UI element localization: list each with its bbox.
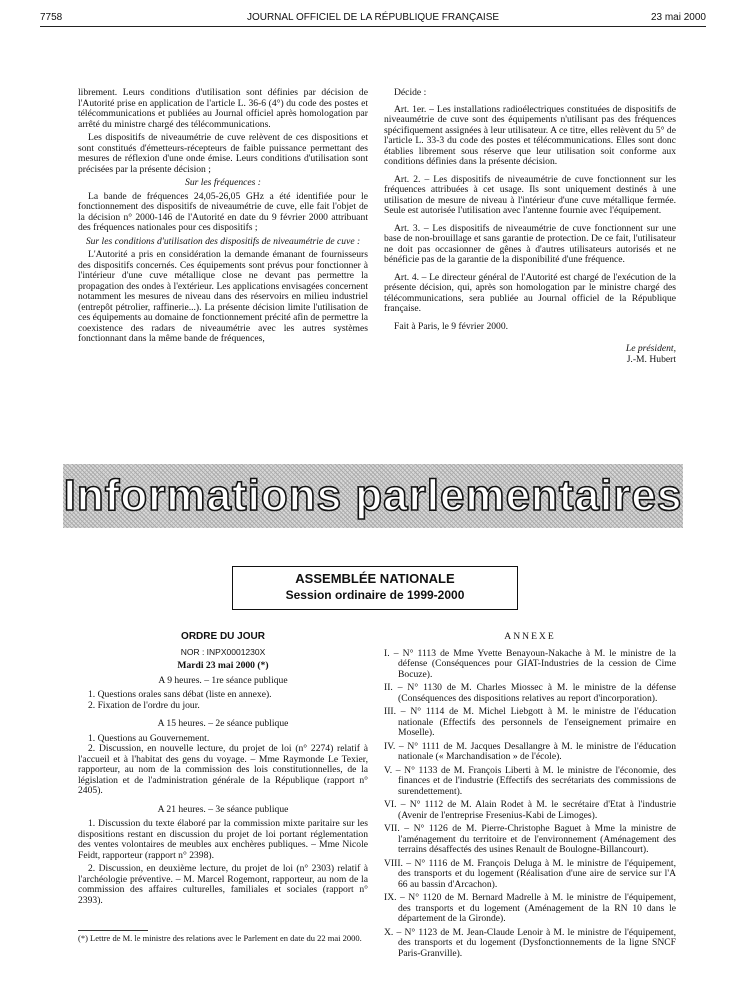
annexe-column [384,632,676,962]
footnote-rule [78,930,148,931]
annexe-item: X. – N° 1123 de M. Jean-Claude Lenoir à M. le ministre de l'équipement, des transports et du logement (Dysfonctionnements de la ligne SNCF Paris-Granville). [384,926,676,959]
session-1-heading: A 9 heures. – 1re séance publique [158,674,288,686]
right-top-column [384,88,676,368]
section-heading: Sur les fréquences : [185,177,261,188]
page-header [40,12,706,27]
ordre-du-jour-column [78,632,368,909]
article-2: Art. 2. – Les dispositifs de niveaumétrie de cuve fonctionnent sur les fréquences attribuées à cet usage. Ils sont uniquement destinés à une utilisation de mesure de niveau à l'intérieur d'une cuve métallique fermée. Seule est autorisée l'utilisation avec l'antenne fournie avec l'équipement. [384,173,676,216]
page-number: 7758 [40,12,63,23]
annexe-item: VI. – N° 1112 de M. Alain Rodet à M. le secrétaire d'Etat à l'industrie (Avenir de l'entreprise Fresenius-Kabi de Limoges). [384,799,676,821]
article-1: Art. 1er. – Les installations radioélectriques constituées de dispositifs de niveaumétrie de cuve sont des équipements n'utilisant pas des fréquences spécifiquement assignées à leur utilisateur. A ce titre, elles relèvent du 5° de l'article L. 33-3 du code des postes et télécommunications. Elles sont donc établies librement sous réserve que leur utilisation soit conforme aux conditions définies dans la présente décision. [384,103,676,167]
article-4: Art. 4. – Le directeur général de l'Autorité est chargé de l'exécution de la présente décision, qui, après son homologation par le ministre chargé des télécommunications, sera publiée au Journal officiel de la République française. [384,271,676,314]
annexe-item: VIII. – N° 1116 de M. François Deluga à M. le ministre de l'équipement, des transports et du logement (Réalisation d'une aire de service sur l'A 66 au bassin d'Arcachon). [384,857,676,890]
annexe-item: VII. – N° 1126 de M. Pierre-Christophe Baguet à Mme la ministre de l'aménagement du territoire et de l'environnement (Aménagement des terrains désaffectés des usines Renault de Boulogne-Billancourt). [384,823,676,855]
paragraph: Les dispositifs de niveaumétrie de cuve relèvent de ces dispositions et sont constitués d'émetteurs-récepteurs de faible puissance permettant des mesures de réflexion d'une onde émise. Leurs conditions d'utilisation sont précisées par la présente décision ; [78,132,368,175]
assembly-box [232,566,518,610]
left-top-column [78,88,368,348]
paragraph: librement. Leurs conditions d'utilisation sont définies par décision de l'Autorité prise en application de l'article L. 36-6 (4°) du code des postes et télécommunications et publiées au Journal officiel après homologation par arrêté du ministre chargé des télécommunications. [78,87,368,130]
section-banner [63,464,683,528]
session-2-heading: A 15 heures. – 2e séance publique [157,718,289,729]
annexe-item: IX. – N° 1120 de M. Bernard Madrelle à M. le ministre de l'équipement, des transports et du logement (Aménagement de la RN 10 dans le département de la Gironde). [384,892,676,924]
fait-line: Fait à Paris, le 9 février 2000. [394,320,509,332]
nor-reference: NOR : INPX0001230X [180,646,266,657]
annexe-title: ANNEXE [504,631,556,642]
agenda-item: 2. Discussion, en deuxième lecture, du projet de loi (n° 2303) relatif à l'archéologie préventive. – M. Marcel Rogemont, rapporteur, au nom de la commission des affaires culturelles, familiales et sociales (rapport n° 2393). [78,863,368,906]
agenda-item: 2. Discussion, en nouvelle lecture, du projet de loi (n° 2274) relatif à l'accueil et à l'habitat des gens du voyage. – Mme Raymonde Le Texier, rapporteur, au nom de la commission des lois constitutionnelles, de la législation et de l'administration générale de la République (rapport n° 2405). [78,743,368,796]
article-3: Art. 3. – Les dispositifs de niveaumétrie de cuve fonctionnent sur une base de non-brouillage et sans garantie de protection. De ce fait, l'utilisateur ne doit pas occasionner de gênes à d'autres utilisateurs autorisés et ne bénéficie pas de la garantie de la disponibilité d'une fréquence. [384,222,676,265]
annexe-item: III. – N° 1114 de M. Michel Liebgott à M. le ministre de l'éducation nationale (Effectifs des personnels de l'enseignement primaire en Moselle). [384,706,676,738]
agenda-item: 1. Questions au Gouvernement. [88,732,210,744]
footnote: (*) Lettre de M. le ministre des relations avec le Parlement en date du 22 mai 2000. [78,933,362,943]
issue-date: 23 mai 2000 [650,12,706,23]
assembly-session: Session ordinaire de 1999-2000 [285,588,465,602]
section-heading: Sur les conditions d'utilisation des dispositifs de niveaumétrie de cuve : [85,235,361,247]
agenda-item: 1. Questions orales sans débat (liste en annexe). [88,689,272,700]
signature-name: J.-M. Hubert [626,353,676,365]
session-3-heading: A 21 heures. – 3e séance publique [157,803,289,815]
annexe-item: I. – N° 1113 de Mme Yvette Benayoun-Nakache à M. le ministre de la défense (Conséquences pour GIAT-Industries de la cession de Cime Bocuze). [384,647,676,680]
journal-title: JOURNAL OFFICIEL DE LA RÉPUBLIQUE FRANÇAISE [246,12,500,23]
decide-line: Décide : [394,87,427,98]
annexe-item: V. – N° 1133 de M. François Liberti à M. le ministre de l'économie, des finances et de l'industrie (Effectifs des secrétariats des commissions de surendettement). [384,764,676,797]
president-title: Le président, [625,343,676,354]
agenda-item: 1. Discussion du texte élaboré par la commission mixte paritaire sur les dispositions restant en discussion du projet de loi portant réglementation des ventes volontaires de meubles aux enchères publiques. – Mme Nicole Feidt, rapporteur (rapport n° 2398). [78,818,368,861]
agenda-item: 2. Fixation de l'ordre du jour. [88,699,200,711]
ordre-title: ORDRE DU JOUR [181,631,265,642]
banner-title: Informations parlementaires [63,471,683,520]
assembly-title: ASSEMBLÉE NATIONALE [295,571,455,586]
paragraph: La bande de fréquences 24,05-26,05 GHz a été identifiée pour le fonctionnement des dispositifs de niveaumétrie de cuve, elle fait l'objet de la décision n° 2000-146 de l'Autorité en date du 9 février 2000 attribuant des fréquences nationales pour ces dispositifs ; [78,190,368,233]
session-date: Mardi 23 mai 2000 (*) [177,660,269,671]
annexe-item: II. – N° 1130 de M. Charles Miossec à M. le ministre de la défense (Conséquences des dispositions relatives au report d'incorporation). [384,682,676,704]
paragraph: L'Autorité a pris en considération la demande émanant de fournisseurs des dispositifs concernés. Ces équipements sont prévus pour fonctionner à l'intérieur d'une cuve métallique close ne devant pas permettre la propagation des ondes à l'extérieur. Les applications envisagées concernent notamment les mesures de niveau dans des réservoirs en milieu industriel (entrepôt pétrolier, raffinerie...). La présente décision limite l'utilisation de ces équipements au domaine de fonctionnement précité afin de permettre la coexistence des radars de niveaumétrie avec les autres systèmes fonctionnant dans la même bande de fréquences, [78,249,368,344]
annexe-item: IV. – N° 1111 de M. Jacques Desallangre à M. le ministre de l'éducation nationale (« Marchandisation » de l'école). [384,740,676,762]
